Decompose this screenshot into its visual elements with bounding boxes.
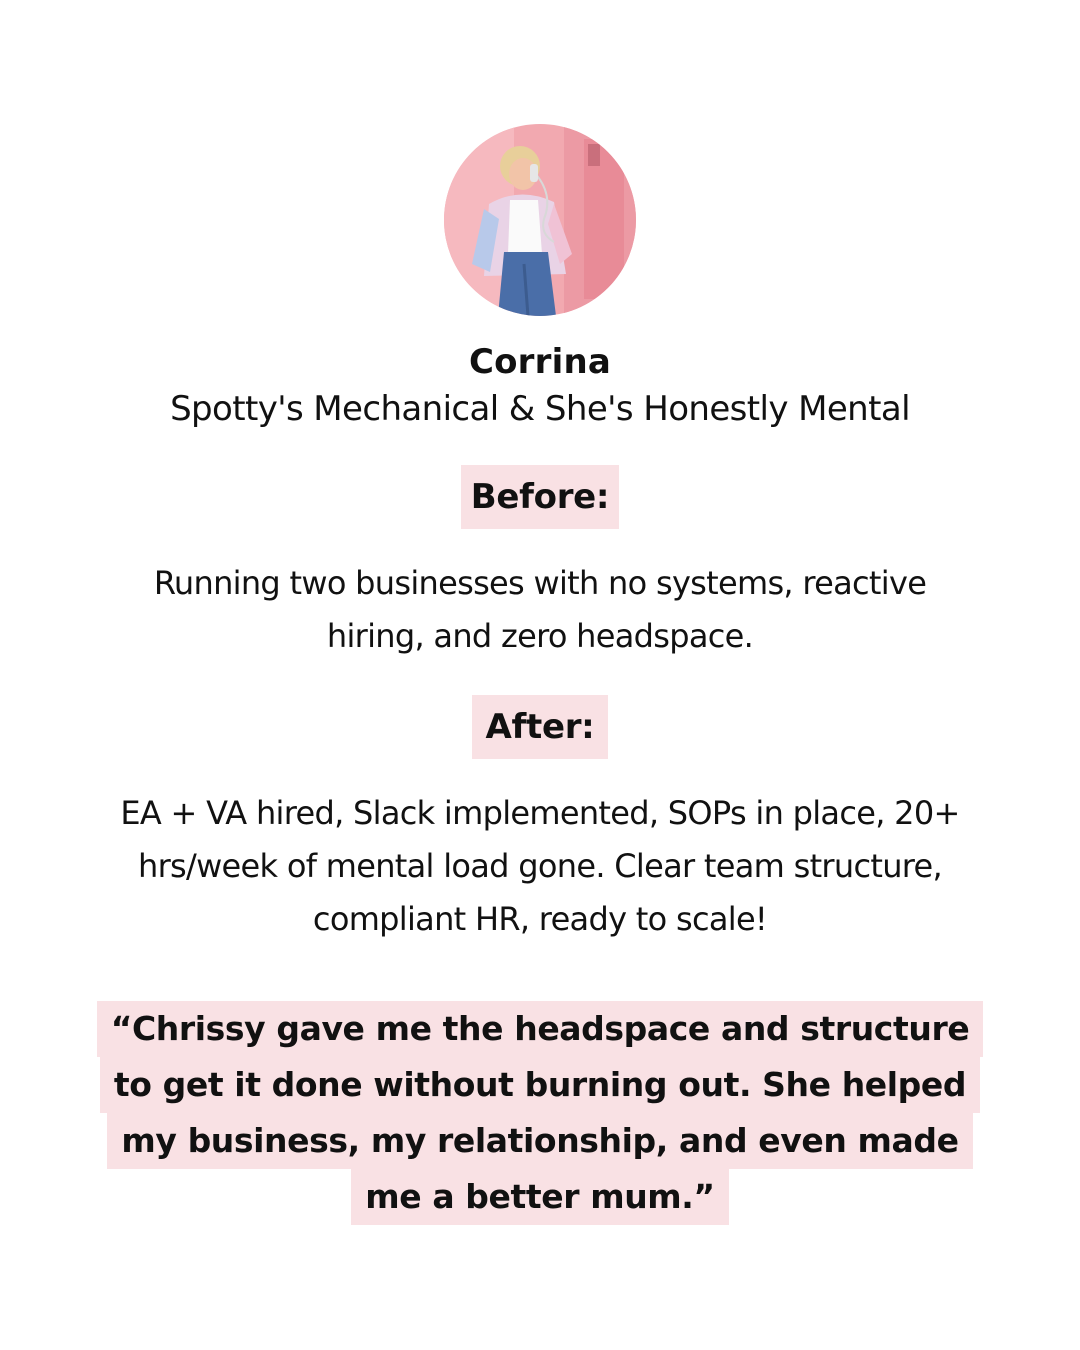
- before-label: Before:: [461, 465, 619, 529]
- quote-line: [0, 1169, 1080, 1225]
- quote-line-text: “Chrissy gave me the headspace and structure: [97, 1001, 984, 1057]
- after-text: EA + VA hired, Slack implemented, SOPs in place, 20+ hrs/week of mental load gone. Clear team structure, compliant HR, ready to scale!: [120, 794, 960, 938]
- after-label: After:: [472, 695, 608, 759]
- quote-line-text: me a better mum.”: [351, 1169, 728, 1225]
- quote-line: [0, 1001, 1080, 1057]
- before-text: Running two businesses with no systems, reactive hiring, and zero headspace.: [153, 564, 927, 655]
- profile-photo-icon: [444, 124, 636, 316]
- avatar: [444, 124, 636, 316]
- quote-line-text: my business, my relationship, and even made: [107, 1113, 972, 1169]
- quote-line: [0, 1113, 1080, 1169]
- client-name: Corrina: [468, 342, 612, 382]
- quote-line-text: to get it done without burning out. She helped: [100, 1057, 980, 1113]
- testimonial-quote: [0, 1001, 1080, 1225]
- quote-line: [0, 1057, 1080, 1113]
- client-company: Spotty's Mechanical & She's Honestly Mental: [170, 389, 910, 429]
